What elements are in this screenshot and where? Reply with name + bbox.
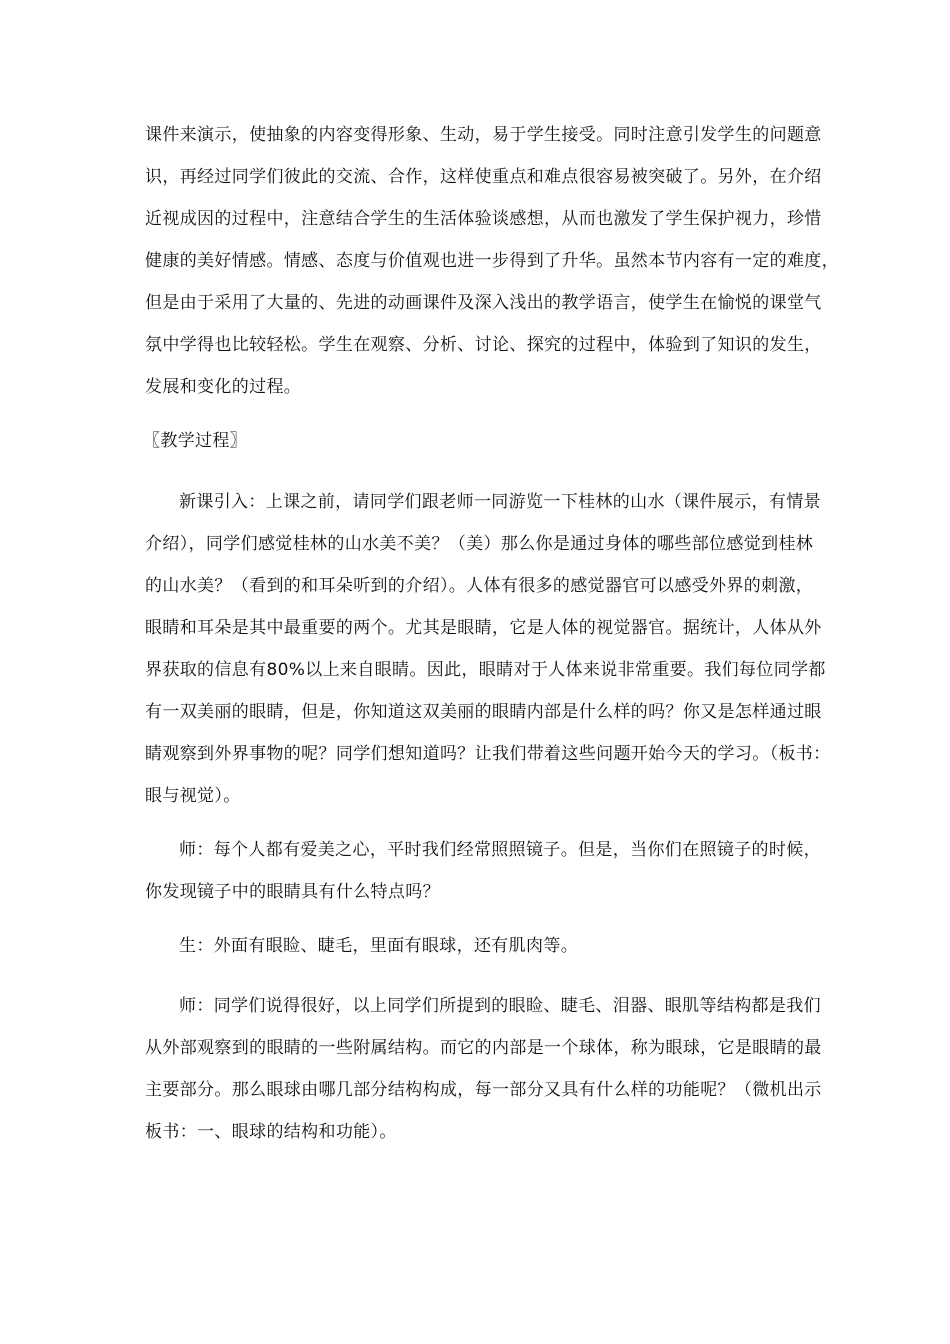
paragraph-1-line-6: 氛中学得也比较轻松。学生在观察、分析、讨论、探究的过程中，体验到了知识的发生， xyxy=(145,335,822,355)
paragraph-2-line-2: 介绍），同学们感觉桂林的山水美不美？（美）那么你是通过身体的哪些部位感觉到桂林 xyxy=(145,534,814,554)
paragraph-5-line-4: 板书：一、眼球的结构和功能）。 xyxy=(145,1122,397,1142)
paragraph-1-line-4: 健康的美好情感。情感、态度与价值观也进一步得到了升华。虽然本节内容有一定的难度， xyxy=(145,251,839,271)
paragraph-2-line-7: 睛观察到外界事物的呢？同学们想知道吗？让我们带着这些问题开始今天的学习。（板书： xyxy=(145,744,831,764)
paragraph-1-line-2: 识，再经过同学们彼此的交流、合作，这样使重点和难点很容易被突破了。另外，在介绍 xyxy=(145,167,822,187)
paragraph-1-line-5: 但是由于采用了大量的、先进的动画课件及深入浅出的教学语言，使学生在愉悦的课堂气 xyxy=(145,293,822,313)
section-heading: 〖教学过程〗 xyxy=(143,431,248,451)
paragraph-1-line-7: 发展和变化的过程。 xyxy=(145,377,302,397)
paragraph-2-line-3: 的山水美？（看到的和耳朵听到的介绍）。人体有很多的感觉器官可以感受外界的刺激， xyxy=(145,576,814,596)
paragraph-1-line-3: 近视成因的过程中，注意结合学生的生活体验谈感想，从而也激发了学生保护视力，珍惜 xyxy=(145,209,822,229)
paragraph-2-line-8: 眼与视觉）。 xyxy=(145,786,241,806)
paragraph-3-line-2: 你发现镜子中的眼睛具有什么特点吗？ xyxy=(145,882,440,902)
paragraph-5-line-1: 师：同学们说得很好，以上同学们所提到的眼睑、睫毛、泪器、眼肌等结构都是我们 xyxy=(179,996,821,1016)
paragraph-4-line-1: 生：外面有眼睑、睫毛，里面有眼球，还有肌肉等。 xyxy=(179,936,579,956)
paragraph-1-line-1: 课件来演示，使抽象的内容变得形象、生动，易于学生接受。同时注意引发学生的问题意 xyxy=(145,125,822,145)
paragraph-5-line-2: 从外部观察到的眼睛的一些附属结构。而它的内部是一个球体，称为眼球，它是眼睛的最 xyxy=(145,1038,822,1058)
paragraph-3-line-1: 师：每个人都有爱美之心，平时我们经常照照镜子。但是，当你们在照镜子的时候， xyxy=(179,840,821,860)
paragraph-2-line-5: 界获取的信息有80%以上来自眼睛。因此，眼睛对于人体来说非常重要。我们每位同学都 xyxy=(145,660,826,680)
paragraph-2-line-4: 眼睛和耳朵是其中最重要的两个。尤其是眼睛，它是人体的视觉器官。据统计，人体从外 xyxy=(145,618,822,638)
paragraph-5-line-3: 主要部分。那么眼球由哪几部分结构构成，每一部分又具有什么样的功能呢？（微机出示 xyxy=(145,1080,822,1100)
paragraph-2-line-1: 新课引入：上课之前，请同学们跟老师一同游览一下桂林的山水（课件展示，有情景 xyxy=(179,492,821,512)
paragraph-2-line-6: 有一双美丽的眼睛，但是，你知道这双美丽的眼睛内部是什么样的吗？你又是怎样通过眼 xyxy=(145,702,822,722)
